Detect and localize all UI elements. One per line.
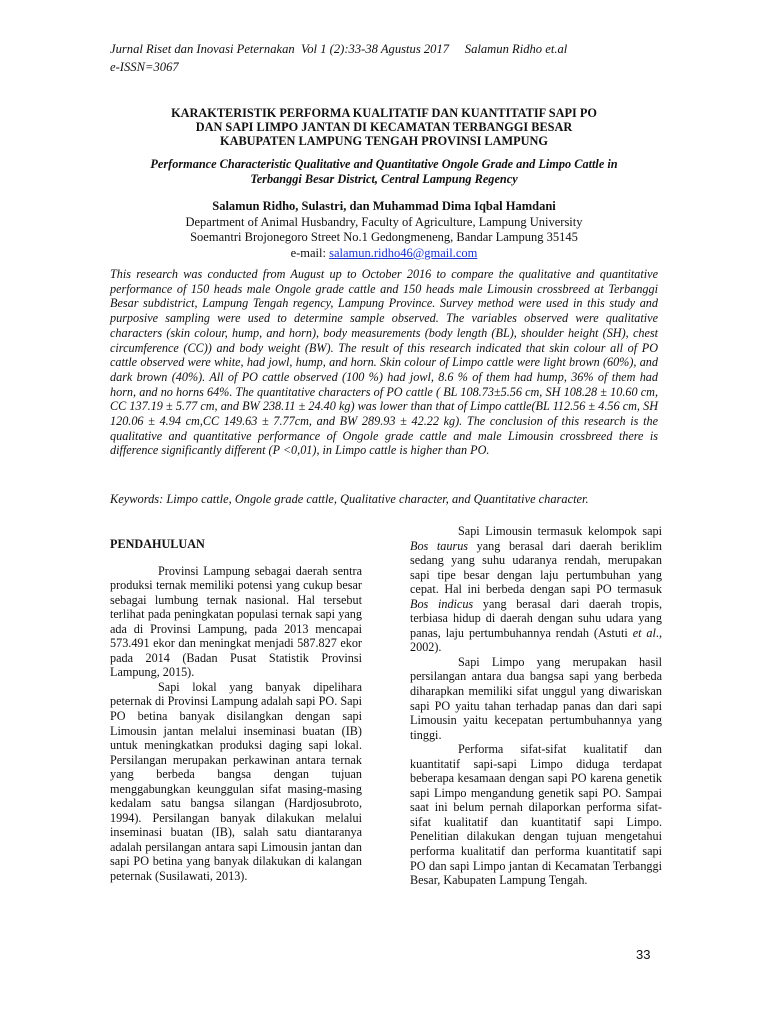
text-run: yang berasal dari daerah beriklim sedang yang suhu udaranya rendah, merupakan sapi tipe besar dengan laju pertumbuhan yang cepat. Hal ini berbeda dengan sapi PO termasuk [410,538,662,597]
english-title [110,157,658,187]
email-link[interactable]: salamun.ridho46@gmail.com [329,245,478,260]
journal-citation: Jurnal Riset dan Inovasi Peternakan Vol 1 (2):33-38 Agustus 2017 Salamun Ridho et.al [110,42,568,56]
journal-header [110,40,670,76]
paper-title [110,106,658,148]
author-block [110,199,658,261]
text-run: yang berasal dari daerah tropis, terbiasa hidup di daerah dengan suhu udara yang panas, laju pertumbuhannya rendah (Astuti [410,596,662,640]
author-names: Salamun Ridho, Sulastri, dan Muhammad Dima Iqbal Hamdani [212,199,556,213]
author-email-line [110,246,658,262]
paragraph [410,524,662,655]
paragraph: Sapi lokal yang banyak dipelihara peternak di Provinsi Lampung adalah sapi PO. Sapi PO betina banyak disilangkan dengan sapi Limousin jantan melalui inseminasi buatan (IB) untuk meningkatkan produksi daging sapi lokal. Persilangan merupakan perkawinan antara ternak yang berbeda bangsa dengan tujuan menggabungkan keunggulan sifat masing-masing kedalam satu bangsa silangan (Hardjosubroto, 1994). Persilangan banyak dilakukan melalui inseminasi buatan (IB), salah satu diantaranya adalah persilangan antara sapi Limousin jantan dan sapi PO betina yang banyak dilakukan di kalangan peternak (Susilawati, 2013). [110,679,362,884]
author-address: Soemantri Brojonegoro Street No.1 Gedongmeneng, Bandar Lampung 35145 [190,230,578,245]
section-heading: PENDAHULUAN [110,537,205,551]
right-column [410,524,662,888]
page-number: 33 [636,947,651,962]
title-line: KARAKTERISTIK PERFORMA KUALITATIF DAN KUANTITATIF SAPI PO [171,106,597,120]
text-run: Sapi Limousin termasuk kelompok sapi [458,524,662,538]
citation-etal: et al [632,625,656,640]
subtitle-line: Performance Characteristic Qualitative and Quantitative Ongole Grade and Limpo Cattle in [150,157,618,171]
title-line: DAN SAPI LIMPO JANTAN DI KECAMATAN TERBANGGI BESAR [195,120,573,134]
text-run: ., 2002). [410,625,662,655]
author-affiliation: Department of Animal Husbandry, Faculty of Agriculture, Lampung University [185,214,583,229]
left-column [110,537,362,884]
abstract: This research was conducted from August up to October 2016 to compare the qualitative and quantitative performance of 150 heads male Ongole grade cattle and 150 heads male Limousin crossbreed at Terbanggi Besar subdistrict, Lampung Tengah regency, Lampung Province. Survey method were used in this study and purposive sampling were used to determine sample observed. The variables observed were qualitative characters (skin colour, hump, and horn), body measurements (body length (BL), shoulder height (SH), chest circumference (CC)) and body weight (BW). The result of this research indicated that skin colour all of PO cattle observed were white, had jowl, hump, and horn. Skin colour of Limpo cattle were light brown (60%), and dark brown (40%). All of PO cattle observed (100 %) had jowl, 8.6 % of them had hump, 36% of them had horn, and no horns 64%. The quantitative characters of PO cattle ( BL 108.73±5.56 cm, SH 108.28 ± 10.60 cm, CC 137.19 ± 5.77 cm, and BW 238.11 ± 24.40 kg) was lower than that of Limpo cattle(BL 112.56 ± 4.56 cm, SH 120.06 ± 4.94 cm,CC 149.63 ± 7.77cm, and BW 289.93 ± 42.22 kg). The conclusion of this research is the qualitative and quantitative performance of Ongole grade cattle and male Limousin crossbreed there is difference significantly different (P <0,01), in Limpo cattle is higher than PO. [110,267,658,458]
paragraph: Provinsi Lampung sebagai daerah sentra produksi ternak memiliki potensi yang cukup besar sebagai lumbung ternak nasional. Hal tersebut terlihat pada peningkatan populasi ternak sapi yang ada di Provinsi Lampung, pada 2013 mencapai 573.491 ekor dan meningkat menjadi 587.827 ekor pada 2014 (Badan Pusat Statistik Provinsi Lampung, 2015). [110,563,362,680]
subtitle-line: Terbanggi Besar District, Central Lampung Regency [250,172,518,186]
paragraph: Sapi Limpo yang merupakan hasil persilangan antara dua bangsa sapi yang berbeda diharapkan memiliki sifat unggul yang diwariskan sapi PO yaitu tahan terhadap panas dan dari sapi Limousin yaitu kecepatan pertumbuhannya yang tinggi. [410,654,662,742]
journal-issn: e-ISSN=3067 [110,60,179,74]
paragraph: Performa sifat-sifat kualitatif dan kuantitatif sapi-sapi Limpo diduga terdapat beberapa kesamaan dengan sapi PO karena genetik sapi Limpo mengandung genetik sapi PO. Sampai saat ini belum pernah dilaporkan performa sifat-sifat kualitatif dan kuantitatif sapi Limpo. Penelitian dilakukan dengan tujuan mengetahui performa kualitatif dan performa kuantitatif sapi PO dan sapi Limpo jantan di Kecamatan Terbanggi Besar, Kabupaten Lampung Tengah. [410,742,662,888]
email-label: e-mail: [290,245,330,260]
title-line: KABUPATEN LAMPUNG TENGAH PROVINSI LAMPUNG [220,134,548,148]
species-name: Bos indicus [410,596,474,611]
species-name: Bos taurus [410,538,469,553]
keywords: Keywords: Limpo cattle, Ongole grade cattle, Qualitative character, and Quantitative character. [110,492,589,506]
